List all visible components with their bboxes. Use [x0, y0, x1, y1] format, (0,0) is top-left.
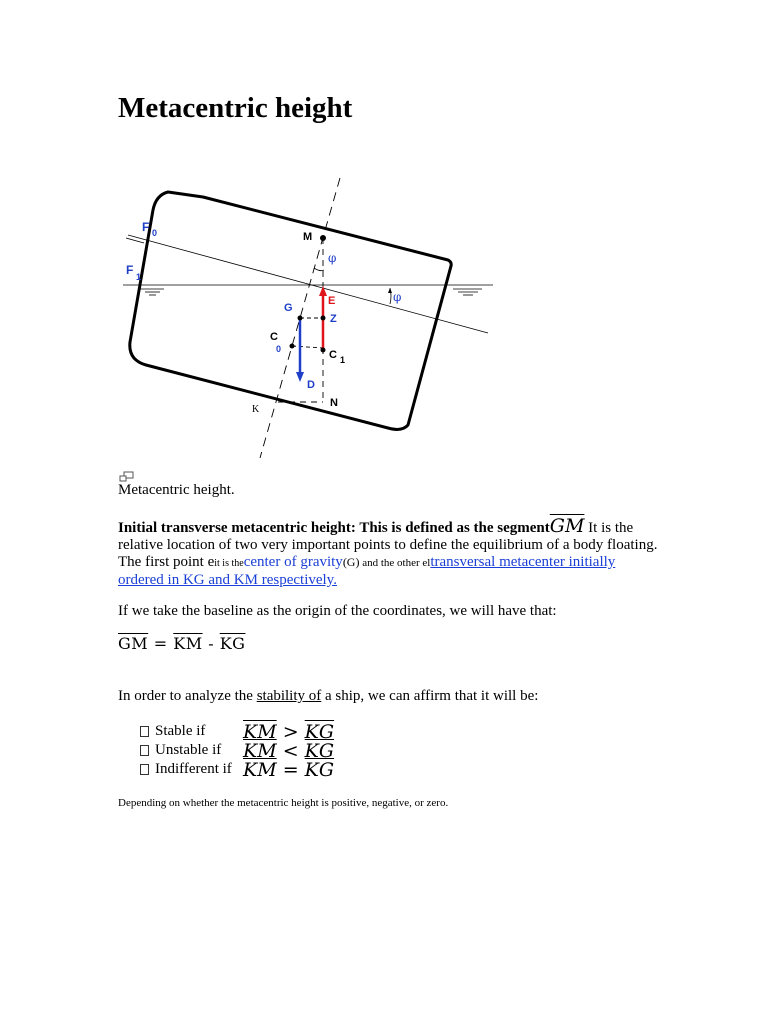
bullet-icon: [140, 764, 149, 775]
condition-stable: Stable if $\overline{KM} > \overline{KG}$: [140, 722, 334, 741]
stability-conditions: [140, 722, 334, 779]
condition-indifferent: Indifferent if $\overline{KM} = \overline{KG}$: [140, 760, 334, 779]
condition-unstable: Unstable if $\overline{KM} < \overline{KG}$: [140, 741, 334, 760]
bullet-icon: [140, 745, 149, 756]
svg-text:1: 1: [136, 272, 142, 282]
metacentric-diagram: [118, 170, 518, 470]
metacentric-formula: $\overline{GM} = \overline{KM} - \overline{KG}$: [118, 634, 246, 653]
math-gm: $\overline{GM}$: [549, 515, 585, 537]
label-c1: C: [329, 349, 337, 361]
svg-text:1: 1: [340, 355, 346, 365]
label-g: G: [284, 302, 293, 314]
footnote: Depending on whether the metacentric height is positive, negative, or zero.: [118, 797, 449, 809]
label-m: M: [303, 231, 313, 243]
definition-bold: Initial transverse metacentric height: This is defined as the segment: [118, 520, 550, 536]
label-phi-right: φ: [393, 290, 402, 304]
definition-paragraph: Initial transverse metacentric height: This is defined as the $segment\overline{GM}$ It is the relative location of two very important points to define the equilibrium of a body floating. The first point eit is thecenter of gravity(G) and the other eltransversal metacenter initially ordered in KG and KM respectively.: [118, 515, 658, 588]
stability-paragraph: In order to analyze the stability of a ship, we can affirm that it will be:: [118, 688, 539, 704]
label-f1: F: [126, 263, 134, 277]
label-f0: F: [142, 220, 150, 234]
label-d: D: [307, 379, 315, 391]
figure-caption: Metacentric height.: [118, 482, 235, 498]
link-center-of-gravity[interactable]: center of gravity: [243, 554, 343, 570]
baseline-paragraph: If we take the baseline as the origin of the coordinates, we will have that:: [118, 603, 557, 619]
bullet-icon: [140, 726, 149, 737]
page-title: Metacentric height: [118, 92, 353, 124]
link-transversal-metacenter[interactable]: transversal metacenter initially ordered in KG and KM respectively.: [118, 554, 616, 588]
svg-text:0: 0: [276, 344, 282, 354]
label-k: K: [252, 404, 260, 415]
label-c0: C: [270, 331, 278, 343]
link-stability[interactable]: stability of: [256, 688, 322, 704]
label-phi-top: φ: [328, 251, 337, 265]
water-symbol-right: [453, 289, 482, 295]
label-n: N: [330, 397, 338, 409]
svg-text:0: 0: [152, 228, 158, 238]
label-z: Z: [330, 313, 337, 325]
label-e: E: [328, 295, 336, 307]
